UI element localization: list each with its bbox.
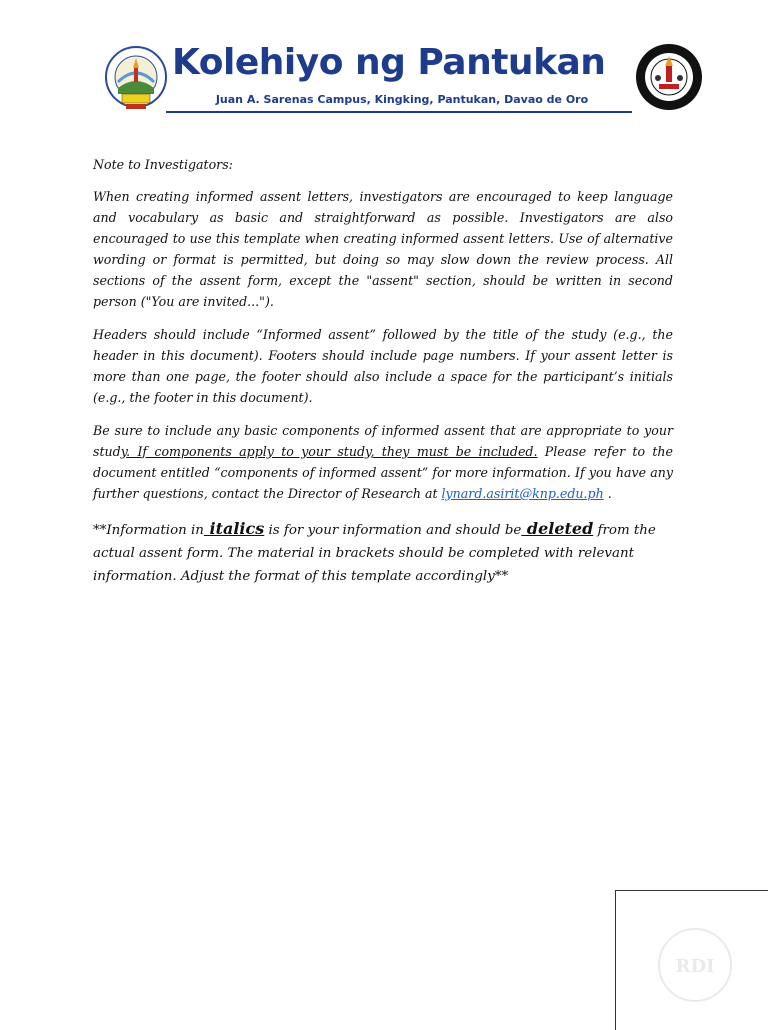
info-text-c: from the actual assent form. The material in brackets should be completed with relevant information. Adjust the format of this template accordingly** xyxy=(93,523,656,584)
alcu-seal-logo xyxy=(634,42,704,112)
paragraph-headers-footers: Headers should include “Informed assent” followed by the title of the study (e.g., the header in this document). Footers should include page numbers. If your assent letter is more than one page, the footer should also include a space for the participant’s initials (e.g., the footer in this document). xyxy=(93,327,673,405)
components-refer-text: Please refer to the document entitled “components of informed assent” for more information. If you have any further questions, contact the Director of Research at xyxy=(93,444,673,501)
info-text-b: is for your information and should be xyxy=(264,523,522,538)
italics-word: italics xyxy=(203,519,265,538)
paragraph-components xyxy=(93,420,673,504)
email-link[interactable]: lynard.asirit@knp.edu.ph xyxy=(441,486,604,501)
document-header xyxy=(0,0,768,130)
components-text: Be sure to include any basic components of informed assent that are appropriate to your study xyxy=(93,423,673,459)
watermark-text: RDI xyxy=(675,956,715,977)
info-text-a: **Information in xyxy=(93,523,204,538)
campus-address: Juan A. Sarenas Campus, Kingking, Pantukan, Davao de Oro xyxy=(215,93,589,106)
header-rule xyxy=(166,111,632,113)
rdi-watermark-logo xyxy=(650,925,740,1005)
components-end: . xyxy=(603,486,612,501)
paragraph-language: When creating informed assent letters, investigators are encouraged to keep language and vocabulary as basic and straightforward as possible. Investigators are also encouraged to use this template when creating informed assent letters. Use of alternative wording or format is permitted, but doing so may slow down the review process. All sections of the assent form, except the "assent" section, should be written in second person ("You are invited..."). xyxy=(93,189,673,309)
template-instructions xyxy=(93,517,683,588)
college-name: Kolehiyo ng Pantukan xyxy=(172,42,606,83)
note-title: Note to Investigators: xyxy=(93,157,233,172)
note-to-investigators xyxy=(93,154,673,516)
components-underlined: . If components apply to your study, they must be included. xyxy=(126,444,538,459)
deleted-word: deleted xyxy=(521,519,594,538)
college-seal-logo xyxy=(104,44,168,114)
